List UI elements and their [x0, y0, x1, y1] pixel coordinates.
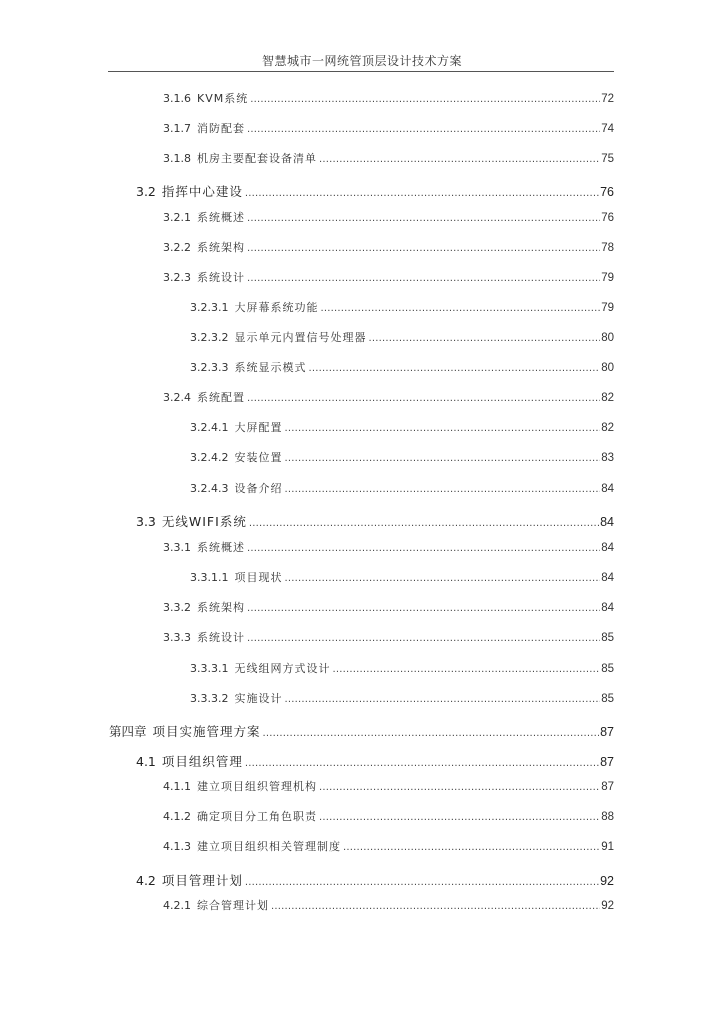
toc-entry-number: 3.2.2 — [163, 241, 191, 254]
toc-entry-number: 3.2.3.2 — [190, 331, 229, 344]
toc-dot-leader — [250, 92, 600, 108]
toc-entry-title: 系统显示模式 — [234, 361, 307, 374]
toc-entry[interactable] — [190, 691, 614, 708]
toc-entry-title: 建立项目组织管理机构 — [197, 780, 317, 793]
toc-dot-leader — [368, 331, 600, 347]
toc-entry[interactable] — [190, 330, 614, 347]
toc-dot-leader — [271, 899, 600, 915]
toc-entry-page: 87 — [600, 755, 614, 769]
toc-dot-leader — [245, 186, 599, 202]
toc-entry-number: 3.3.3.2 — [190, 692, 229, 705]
toc-dot-leader — [263, 726, 600, 742]
toc-dot-leader — [249, 516, 599, 532]
toc-entry-title: 系统设计 — [197, 631, 245, 644]
toc-entry-page: 83 — [601, 452, 614, 464]
toc-entry[interactable] — [190, 661, 614, 678]
toc-entry-page: 78 — [601, 242, 614, 254]
toc-entry-number: 4.1.3 — [163, 840, 191, 853]
toc-dot-leader — [247, 541, 600, 557]
toc-entry-title: 实施设计 — [234, 692, 283, 705]
toc-entry-number: 3.2.3 — [163, 271, 191, 284]
toc-entry-title: 系统概述 — [197, 211, 245, 224]
toc-entry[interactable] — [136, 754, 614, 772]
toc-entry-title: 大屏配置 — [234, 421, 283, 434]
toc-dot-leader — [332, 662, 600, 678]
toc-entry-number: 3.3.3 — [163, 631, 191, 644]
toc-dot-leader — [247, 631, 600, 647]
toc-dot-leader — [319, 152, 600, 168]
toc-entry-number: 第四章 — [109, 724, 147, 739]
toc-entry[interactable] — [190, 420, 614, 437]
toc-entry[interactable] — [163, 898, 614, 915]
toc-entry[interactable] — [163, 91, 614, 108]
toc-entry-title: 系统配置 — [197, 391, 245, 404]
toc-entry[interactable] — [163, 270, 614, 287]
toc-dot-leader — [308, 361, 600, 377]
toc-dot-leader — [343, 840, 600, 856]
toc-entry-number: 4.1.2 — [163, 810, 191, 823]
toc-dot-leader — [284, 421, 600, 437]
toc-entry-page: 85 — [601, 693, 614, 705]
toc-entry[interactable] — [136, 873, 614, 891]
toc-entry-page: 92 — [600, 874, 614, 888]
toc-entry[interactable] — [163, 151, 614, 168]
toc-dot-leader — [247, 211, 600, 227]
toc-entry-page: 85 — [601, 663, 614, 675]
toc-entry-title: 指挥中心建设 — [161, 184, 243, 199]
toc-entry-page: 84 — [600, 515, 614, 529]
toc-entry-number: 3.3.1.1 — [190, 571, 229, 584]
toc-dot-leader — [245, 875, 599, 891]
toc-entry-page: 84 — [601, 542, 614, 554]
toc-entry-number: 4.2.1 — [163, 899, 191, 912]
toc-entry[interactable] — [109, 724, 614, 742]
toc-entry-title: KVM系统 — [197, 92, 249, 105]
toc-entry-title: 机房主要配套设备清单 — [197, 152, 317, 165]
toc-entry-number: 3.2.4.2 — [190, 451, 229, 464]
toc-entry[interactable] — [163, 390, 614, 407]
toc-entry-number: 3.2.3.1 — [190, 301, 229, 314]
toc-entry-number: 4.1 — [136, 754, 156, 769]
toc-entry-number: 3.1.8 — [163, 152, 191, 165]
toc-dot-leader — [247, 241, 600, 257]
toc-dot-leader — [284, 571, 600, 587]
toc-entry-number: 3.2.1 — [163, 211, 191, 224]
toc-dot-leader — [247, 271, 600, 287]
toc-entry-page: 75 — [601, 153, 614, 165]
toc-entry-number: 3.3.3.1 — [190, 662, 229, 675]
toc-entry[interactable] — [163, 809, 614, 826]
toc-entry[interactable] — [190, 570, 614, 587]
toc-entry-title: 项目组织管理 — [161, 754, 243, 769]
toc-entry-page: 80 — [601, 362, 614, 374]
toc-entry-title: 建立项目组织相关管理制度 — [197, 840, 341, 853]
toc-entry-page: 84 — [601, 483, 614, 495]
toc-entry[interactable] — [163, 540, 614, 557]
toc-entry-number: 3.1.7 — [163, 122, 191, 135]
toc-entry-title: 无线组网方式设计 — [234, 662, 331, 675]
toc-entry[interactable] — [163, 121, 614, 138]
toc-dot-leader — [247, 122, 600, 138]
toc-dot-leader — [247, 391, 600, 407]
toc-entry-number: 3.2.4.1 — [190, 421, 229, 434]
toc-entry-title: 无线WIFI系统 — [161, 514, 247, 529]
toc-dot-leader — [320, 301, 600, 317]
toc-entry-number: 4.2 — [136, 873, 156, 888]
toc-entry-page: 84 — [601, 572, 614, 584]
toc-entry-title: 系统概述 — [197, 541, 245, 554]
toc-entry-title: 显示单元内置信号处理器 — [234, 331, 367, 344]
toc-entry-title: 确定项目分工角色职责 — [197, 810, 317, 823]
toc-entry-number: 3.2 — [136, 184, 156, 199]
toc-entry[interactable] — [190, 300, 614, 317]
toc-entry-number: 3.1.6 — [163, 92, 191, 105]
toc-entry-page: 87 — [600, 725, 614, 739]
toc-dot-leader — [319, 810, 600, 826]
toc-entry-title: 大屏幕系统功能 — [234, 301, 319, 314]
toc-entry-title: 系统架构 — [197, 241, 245, 254]
toc-entry-page: 76 — [600, 185, 614, 199]
toc-dot-leader — [319, 780, 600, 796]
page-header-title: 智慧城市一网统管顶层设计技术方案 — [261, 54, 462, 68]
toc-entry-page: 88 — [601, 811, 614, 823]
toc-entry-title: 项目实施管理方案 — [152, 724, 261, 739]
toc-entry-page: 92 — [601, 900, 614, 912]
toc-entry-page: 72 — [601, 93, 614, 105]
toc-entry-page: 91 — [601, 841, 614, 853]
toc-entry[interactable] — [190, 481, 614, 498]
toc-entry-page: 74 — [601, 123, 614, 135]
toc-entry-title: 消防配套 — [197, 122, 245, 135]
toc-entry-title: 设备介绍 — [234, 482, 283, 495]
toc-entry-number: 3.3 — [136, 514, 156, 529]
toc-entry-number: 4.1.1 — [163, 780, 191, 793]
toc-entry[interactable] — [163, 210, 614, 227]
toc-dot-leader — [284, 451, 600, 467]
toc-entry[interactable] — [190, 360, 614, 377]
toc-entry[interactable] — [163, 600, 614, 617]
toc-entry-title: 项目现状 — [234, 571, 283, 584]
toc-entry-number: 3.2.4 — [163, 391, 191, 404]
toc-entry-number: 3.2.3.3 — [190, 361, 229, 374]
toc-dot-leader — [247, 601, 600, 617]
toc-entry[interactable] — [190, 450, 614, 467]
toc-dot-leader — [284, 482, 600, 498]
toc-entry-title: 系统设计 — [197, 271, 245, 284]
toc-entry-title: 安装位置 — [234, 451, 283, 464]
toc-dot-leader — [284, 692, 600, 708]
toc-entry-page: 79 — [601, 302, 614, 314]
toc-entry-number: 3.2.4.3 — [190, 482, 229, 495]
toc-entry-page: 87 — [601, 781, 614, 793]
toc-entry-page: 76 — [601, 212, 614, 224]
toc-entry-page: 82 — [601, 392, 614, 404]
toc-entry-number: 3.3.2 — [163, 601, 191, 614]
toc-entry-page: 85 — [601, 632, 614, 644]
toc-entry[interactable] — [163, 779, 614, 796]
toc-entry-page: 80 — [601, 332, 614, 344]
toc-entry[interactable] — [136, 514, 614, 532]
toc-entry[interactable] — [163, 630, 614, 647]
toc-entry-page: 84 — [601, 602, 614, 614]
toc-entry-page: 79 — [601, 272, 614, 284]
toc-entry-page: 82 — [601, 422, 614, 434]
toc-dot-leader — [245, 756, 599, 772]
toc-entry-title: 综合管理计划 — [197, 899, 269, 912]
toc-entry-title: 项目管理计划 — [161, 873, 243, 888]
toc-entry-title: 系统架构 — [197, 601, 245, 614]
toc-entry[interactable] — [163, 839, 614, 856]
toc-entry[interactable] — [136, 184, 614, 202]
toc-entry[interactable] — [163, 240, 614, 257]
toc-entry-number: 3.3.1 — [163, 541, 191, 554]
